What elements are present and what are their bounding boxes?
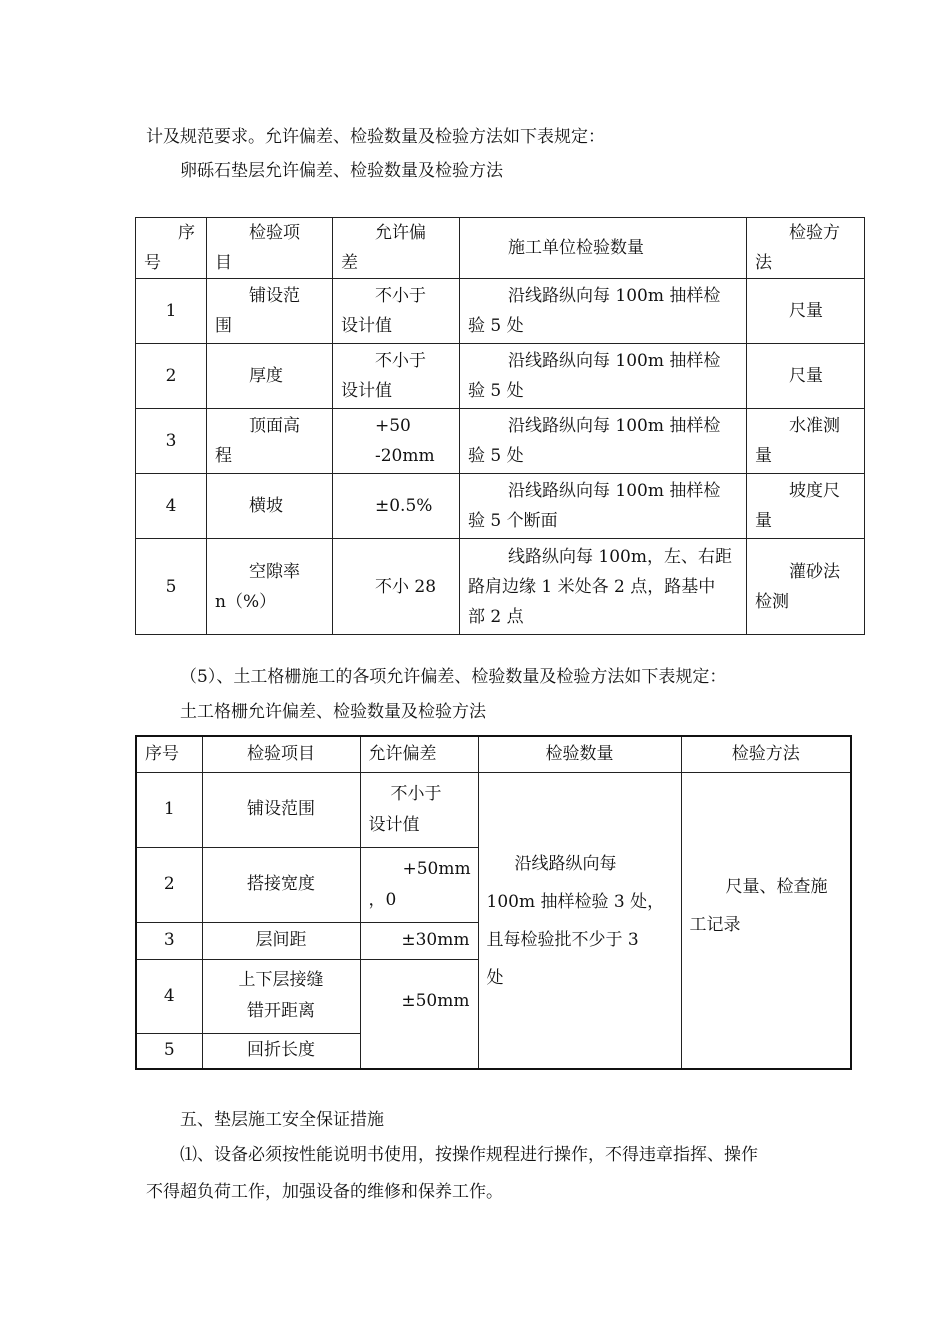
table-row xyxy=(136,474,865,539)
item-cell: 回折长度 xyxy=(202,1033,360,1069)
header-cell: 允许偏 差 xyxy=(333,218,460,279)
tolerance-cell: +50mm ，0 xyxy=(360,847,478,922)
item-cell: 横坡 xyxy=(207,474,333,539)
paragraph: 不得超负荷工作，加强设备的维修和保养工作。 xyxy=(146,1182,503,1202)
row-number: 2 xyxy=(136,847,202,922)
header-cell: 施工单位检验数量 xyxy=(460,218,747,279)
row-number: 2 xyxy=(136,344,207,409)
tolerance-merged-cell: ±50mm xyxy=(360,959,478,1069)
header-cell: 检验方法 xyxy=(681,736,851,772)
quantity-cell: 沿线路纵向每 100m 抽样检 验 5 处 xyxy=(460,409,747,474)
header-cell: 允许偏差 xyxy=(360,736,478,772)
item-cell: 铺设范 围 xyxy=(207,279,333,344)
method-cell: 尺量 xyxy=(747,279,865,344)
row-number: 1 xyxy=(136,279,207,344)
tolerance-cell: ±0.5% xyxy=(333,474,460,539)
tolerance-cell: 不小于 设计值 xyxy=(333,344,460,409)
row-number: 5 xyxy=(136,539,207,635)
method-cell: 尺量 xyxy=(747,344,865,409)
header-cell: 检验方 法 xyxy=(747,218,865,279)
table-row xyxy=(136,279,865,344)
method-merged-cell: 尺量、检查施 工记录 xyxy=(681,772,851,1069)
item-cell: 层间距 xyxy=(202,922,360,959)
table-geogrid xyxy=(135,735,852,1070)
item-cell: 空隙率 n（%） xyxy=(207,539,333,635)
table-row xyxy=(136,539,865,635)
row-number: 4 xyxy=(136,474,207,539)
table-row xyxy=(136,409,865,474)
item-cell: 上下层接缝 错开距离 xyxy=(202,959,360,1033)
paragraph: 计及规范要求。允许偏差、检验数量及检验方法如下表规定： xyxy=(146,127,605,147)
header-cell: 检验项目 xyxy=(202,736,360,772)
quantity-cell: 沿线路纵向每 100m 抽样检 验 5 处 xyxy=(460,344,747,409)
table-caption: 土工格栅允许偏差、检验数量及检验方法 xyxy=(180,702,486,722)
quantity-cell: 沿线路纵向每 100m 抽样检 验 5 处 xyxy=(460,279,747,344)
table-row xyxy=(136,772,851,847)
tolerance-cell: 不小 28 xyxy=(333,539,460,635)
table-row xyxy=(136,344,865,409)
table-header-row xyxy=(136,736,851,772)
tolerance-cell: +50 -20mm xyxy=(333,409,460,474)
tolerance-cell: 不小于 设计值 xyxy=(333,279,460,344)
header-cell: 序 号 xyxy=(136,218,207,279)
item-cell: 厚度 xyxy=(207,344,333,409)
quantity-cell: 沿线路纵向每 100m 抽样检 验 5 个断面 xyxy=(460,474,747,539)
table-caption: 卵砾石垫层允许偏差、检验数量及检验方法 xyxy=(180,161,503,181)
method-cell: 灌砂法 检测 xyxy=(747,539,865,635)
paragraph: ⑴、设备必须按性能说明书使用，按操作规程进行操作，不得违章指挥、操作 xyxy=(180,1145,758,1165)
tolerance-cell: ±30mm xyxy=(360,922,478,959)
item-cell: 搭接宽度 xyxy=(202,847,360,922)
header-cell: 检验项 目 xyxy=(207,218,333,279)
quantity-cell: 线路纵向每 100m，左、右距 路肩边缘 1 米处各 2 点，路基中 部 2 点 xyxy=(460,539,747,635)
row-number: 3 xyxy=(136,409,207,474)
quantity-merged-cell: 沿线路纵向每 100m 抽样检验 3 处， 且每检验批不少于 3 处 xyxy=(478,772,681,1069)
header-cell: 检验数量 xyxy=(478,736,681,772)
row-number: 4 xyxy=(136,959,202,1033)
header-cell: 序号 xyxy=(136,736,202,772)
tolerance-cell: 不小于 设计值 xyxy=(360,772,478,847)
method-cell: 坡度尺 量 xyxy=(747,474,865,539)
method-cell: 水准测 量 xyxy=(747,409,865,474)
paragraph: （5）、土工格栅施工的各项允许偏差、检验数量及检验方法如下表规定： xyxy=(180,667,727,687)
table-header-row xyxy=(136,218,865,279)
row-number: 3 xyxy=(136,922,202,959)
table-gravel-cushion xyxy=(135,217,865,635)
row-number: 1 xyxy=(136,772,202,847)
section-heading: 五、垫层施工安全保证措施 xyxy=(180,1110,384,1130)
item-cell: 铺设范围 xyxy=(202,772,360,847)
item-cell: 顶面高 程 xyxy=(207,409,333,474)
row-number: 5 xyxy=(136,1033,202,1069)
